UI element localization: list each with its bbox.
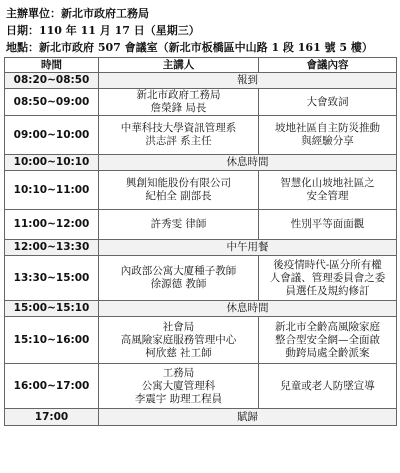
content-line: 安全管理 xyxy=(306,190,349,202)
content-line: 性別平等面面觀 xyxy=(290,218,365,230)
speaker-line: 工務局 xyxy=(162,366,195,379)
speaker-line: 興創知能股份有限公司 xyxy=(126,177,231,189)
agenda-row xyxy=(5,256,397,301)
location-line: 地點：新北市政府 507 會議室（新北市板橋區中山路 1 段 161 號 5 樓） xyxy=(6,41,373,54)
speaker-cell xyxy=(99,171,259,210)
time-cell: 12:00~13:30 xyxy=(5,240,99,256)
agenda-table xyxy=(4,57,397,426)
speaker-line: 詹榮鋒 局長 xyxy=(150,102,207,114)
speaker-cell xyxy=(99,256,259,301)
speaker-line: 高風險家庭服務管理中心 xyxy=(120,333,237,346)
time-cell: 08:50~09:00 xyxy=(5,89,99,116)
speaker-cell xyxy=(99,89,259,116)
agenda-row xyxy=(5,364,397,409)
content-line: 人會議、管理委員會之委 xyxy=(269,271,386,284)
session-break-label: 賦歸 xyxy=(237,410,258,423)
content-line: 員選任及規約修訂 xyxy=(285,284,370,297)
content-cell xyxy=(259,89,397,116)
agenda-row xyxy=(5,301,397,317)
content-line: 智慧化山坡地社區之 xyxy=(280,177,375,189)
time-cell: 11:00~12:00 xyxy=(5,210,99,240)
agenda-row xyxy=(5,155,397,171)
content-cell xyxy=(259,210,397,240)
column-header-time: 時間 xyxy=(5,58,99,73)
speaker-line: 新北市政府工務局 xyxy=(136,89,221,101)
speaker-cell xyxy=(99,210,259,240)
content-line: 坡地社區自主防災推動 xyxy=(275,122,380,134)
time-cell: 10:00~10:10 xyxy=(5,155,99,171)
time-cell: 08:20~08:50 xyxy=(5,73,99,89)
content-line: 後疫情時代-區分所有權 xyxy=(273,258,382,271)
session-break-label: 休息時間 xyxy=(226,156,269,168)
session-break-cell xyxy=(99,409,397,426)
speaker-cell xyxy=(99,364,259,409)
time-cell: 13:30~15:00 xyxy=(5,256,99,301)
agenda-row xyxy=(5,210,397,240)
time-cell: 15:10~16:00 xyxy=(5,317,99,364)
speaker-line: 洪志評 系主任 xyxy=(145,135,212,147)
speaker-line: 李震宇 助理工程員 xyxy=(134,392,223,405)
content-cell xyxy=(259,116,397,155)
time-cell: 16:00~17:00 xyxy=(5,364,99,409)
content-line: 動跨局處全齡派案 xyxy=(285,346,370,359)
agenda-row xyxy=(5,171,397,210)
content-cell xyxy=(259,171,397,210)
speaker-line: 公寓大廈管理科 xyxy=(141,379,216,392)
content-cell xyxy=(259,317,397,364)
date-line: 日期：110 年 11 月 17 日（星期三） xyxy=(6,24,200,37)
agenda-row xyxy=(5,116,397,155)
session-break-label: 中午用餐 xyxy=(226,241,269,253)
session-break-cell xyxy=(99,240,397,256)
session-break-label: 報到 xyxy=(237,74,258,86)
speaker-line: 柯欣慈 社工師 xyxy=(145,346,212,359)
time-cell: 09:00~10:00 xyxy=(5,116,99,155)
speaker-line: 內政部公寓大廈種子教師 xyxy=(120,265,237,277)
column-header-speaker: 主講人 xyxy=(99,58,259,73)
session-break-cell xyxy=(99,301,397,317)
document-header xyxy=(6,5,396,56)
agenda-row xyxy=(5,409,397,426)
speaker-line: 紀柏全 副部長 xyxy=(145,190,212,202)
speaker-line: 許秀雯 律師 xyxy=(150,218,207,230)
session-break-cell xyxy=(99,155,397,171)
agenda-row xyxy=(5,317,397,364)
content-line: 兒童或老人防墜宣導 xyxy=(280,379,375,392)
agenda-row xyxy=(5,240,397,256)
content-line: 整合型安全網—全面啟 xyxy=(275,333,380,346)
agenda-row xyxy=(5,73,397,89)
time-cell: 17:00 xyxy=(5,409,99,426)
content-cell xyxy=(259,256,397,301)
organizer-line: 主辦單位：新北市政府工務局 xyxy=(6,7,149,20)
time-cell: 15:00~15:10 xyxy=(5,301,99,317)
column-header-content: 會議內容 xyxy=(259,58,397,73)
speaker-line: 中華科技大學資訊管理系 xyxy=(120,122,237,134)
content-line: 新北市全齡高風險家庭 xyxy=(275,320,380,333)
time-cell: 10:10~11:00 xyxy=(5,171,99,210)
content-line: 與經驗分享 xyxy=(301,135,354,147)
content-line: 大會致詞 xyxy=(306,95,349,108)
speaker-cell xyxy=(99,317,259,364)
session-break-label: 休息時間 xyxy=(226,302,269,314)
speaker-cell xyxy=(99,116,259,155)
session-break-cell xyxy=(99,73,397,89)
content-cell xyxy=(259,364,397,409)
agenda-body xyxy=(5,73,397,426)
speaker-line: 徐源德 教師 xyxy=(150,278,207,290)
agenda-row xyxy=(5,89,397,116)
speaker-line: 社會局 xyxy=(162,320,195,333)
